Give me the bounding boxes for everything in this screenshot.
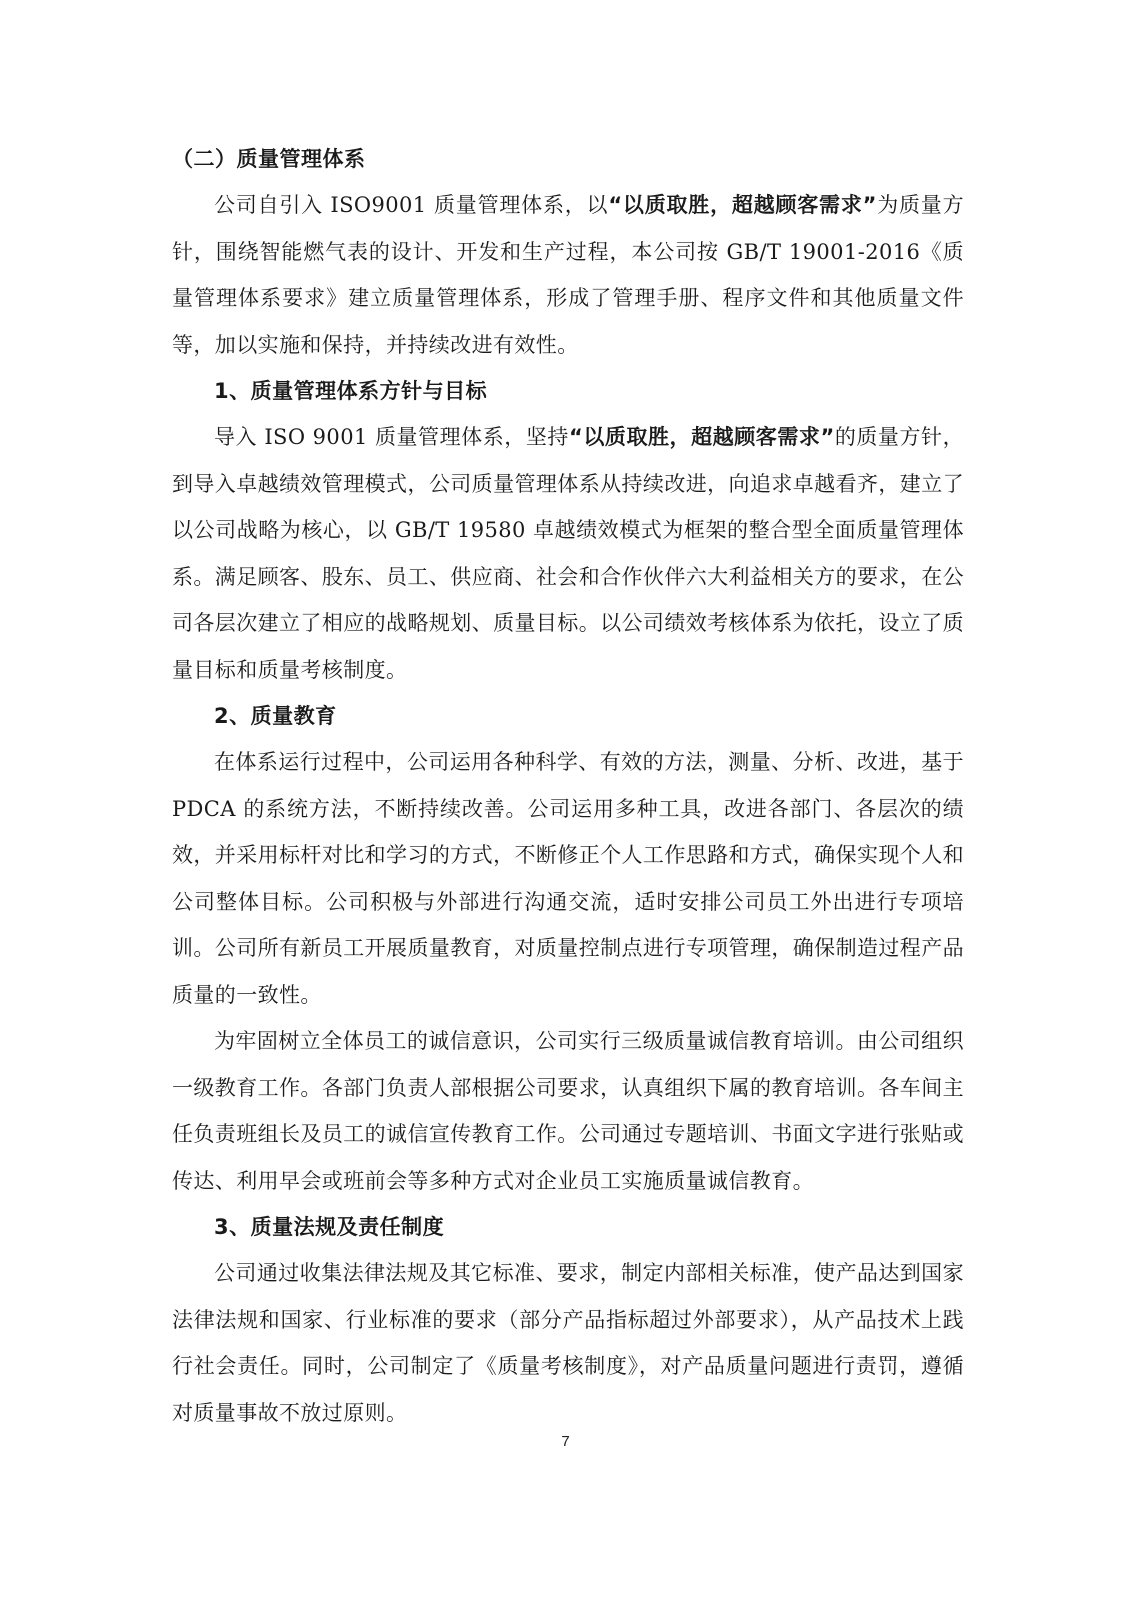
intro-text-end: 为质量方针，围绕智能燃气表的设计、开发和生产过程，本公司按 GB/T 19001-2016《质量管理体系要求》建立质量管理体系，形成了管理手册、程序文件和其他质量文件等，加以实施和保持，并持续改进有效性。 (172, 193, 964, 357)
quality-policy-quote-2: “以质取胜，超越顾客需求” (568, 425, 835, 449)
quality-policy-quote: “以质取胜，超越顾客需求” (608, 193, 877, 217)
intro-text-start: 公司自引入 ISO9001 质量管理体系，以 (214, 193, 609, 217)
document-page (172, 136, 964, 1436)
subsection-1-text-end: 的质量方针，到导入卓越绩效管理模式，公司质量管理体系从持续改进，向追求卓越看齐，建立了以公司战略为核心，以 GB/T 19580 卓越绩效模式为框架的整合型全面质量管理体系。满足顾客、股东、员工、供应商、社会和合作伙伴六大利益相关方的要求，在公司各层次建立了相应的战略规划、质量目标。以公司绩效考核体系为依托，设立了质量目标和质量考核制度。 (172, 425, 964, 682)
section-title: （二）质量管理体系 (172, 147, 366, 171)
subsection-3-paragraph: 公司通过收集法律法规及其它标准、要求，制定内部相关标准，使产品达到国家法律法规和国家、行业标准的要求（部分产品指标超过外部要求），从产品技术上践行社会责任。同时，公司制定了《质量考核制度》，对产品质量问题进行责罚，遵循对质量事故不放过原则。 (172, 1261, 964, 1425)
subsection-title-2: 2、质量教育 (214, 704, 337, 728)
page-number: 7 (561, 1433, 570, 1450)
subsection-2-paragraph-1: 在体系运行过程中，公司运用各种科学、有效的方法，测量、分析、改进，基于 PDCA 的系统方法，不断持续改善。公司运用多种工具，改进各部门、各层次的绩效，并采用标杆对比和学习的方式，不断修正个人工作思路和方式，确保实现个人和公司整体目标。公司积极与外部进行沟通交流，适时安排公司员工外出进行专项培训。公司所有新员工开展质量教育，对质量控制点进行专项管理，确保制造过程产品质量的一致性。 (172, 750, 964, 1007)
subsection-1-text-start: 导入 ISO 9001 质量管理体系，坚持 (214, 425, 569, 449)
subsection-title-1: 1、质量管理体系方针与目标 (214, 379, 488, 403)
subsection-2-paragraph-2: 为牢固树立全体员工的诚信意识，公司实行三级质量诚信教育培训。由公司组织一级教育工作。各部门负责人部根据公司要求，认真组织下属的教育培训。各车间主任负责班组长及员工的诚信宣传教育工作。公司通过专题培训、书面文字进行张贴或传达、利用早会或班前会等多种方式对企业员工实施质量诚信教育。 (172, 1029, 964, 1193)
intro-paragraph (172, 182, 964, 368)
subsection-1-paragraph (172, 414, 964, 693)
subsection-title-3: 3、质量法规及责任制度 (214, 1215, 445, 1239)
